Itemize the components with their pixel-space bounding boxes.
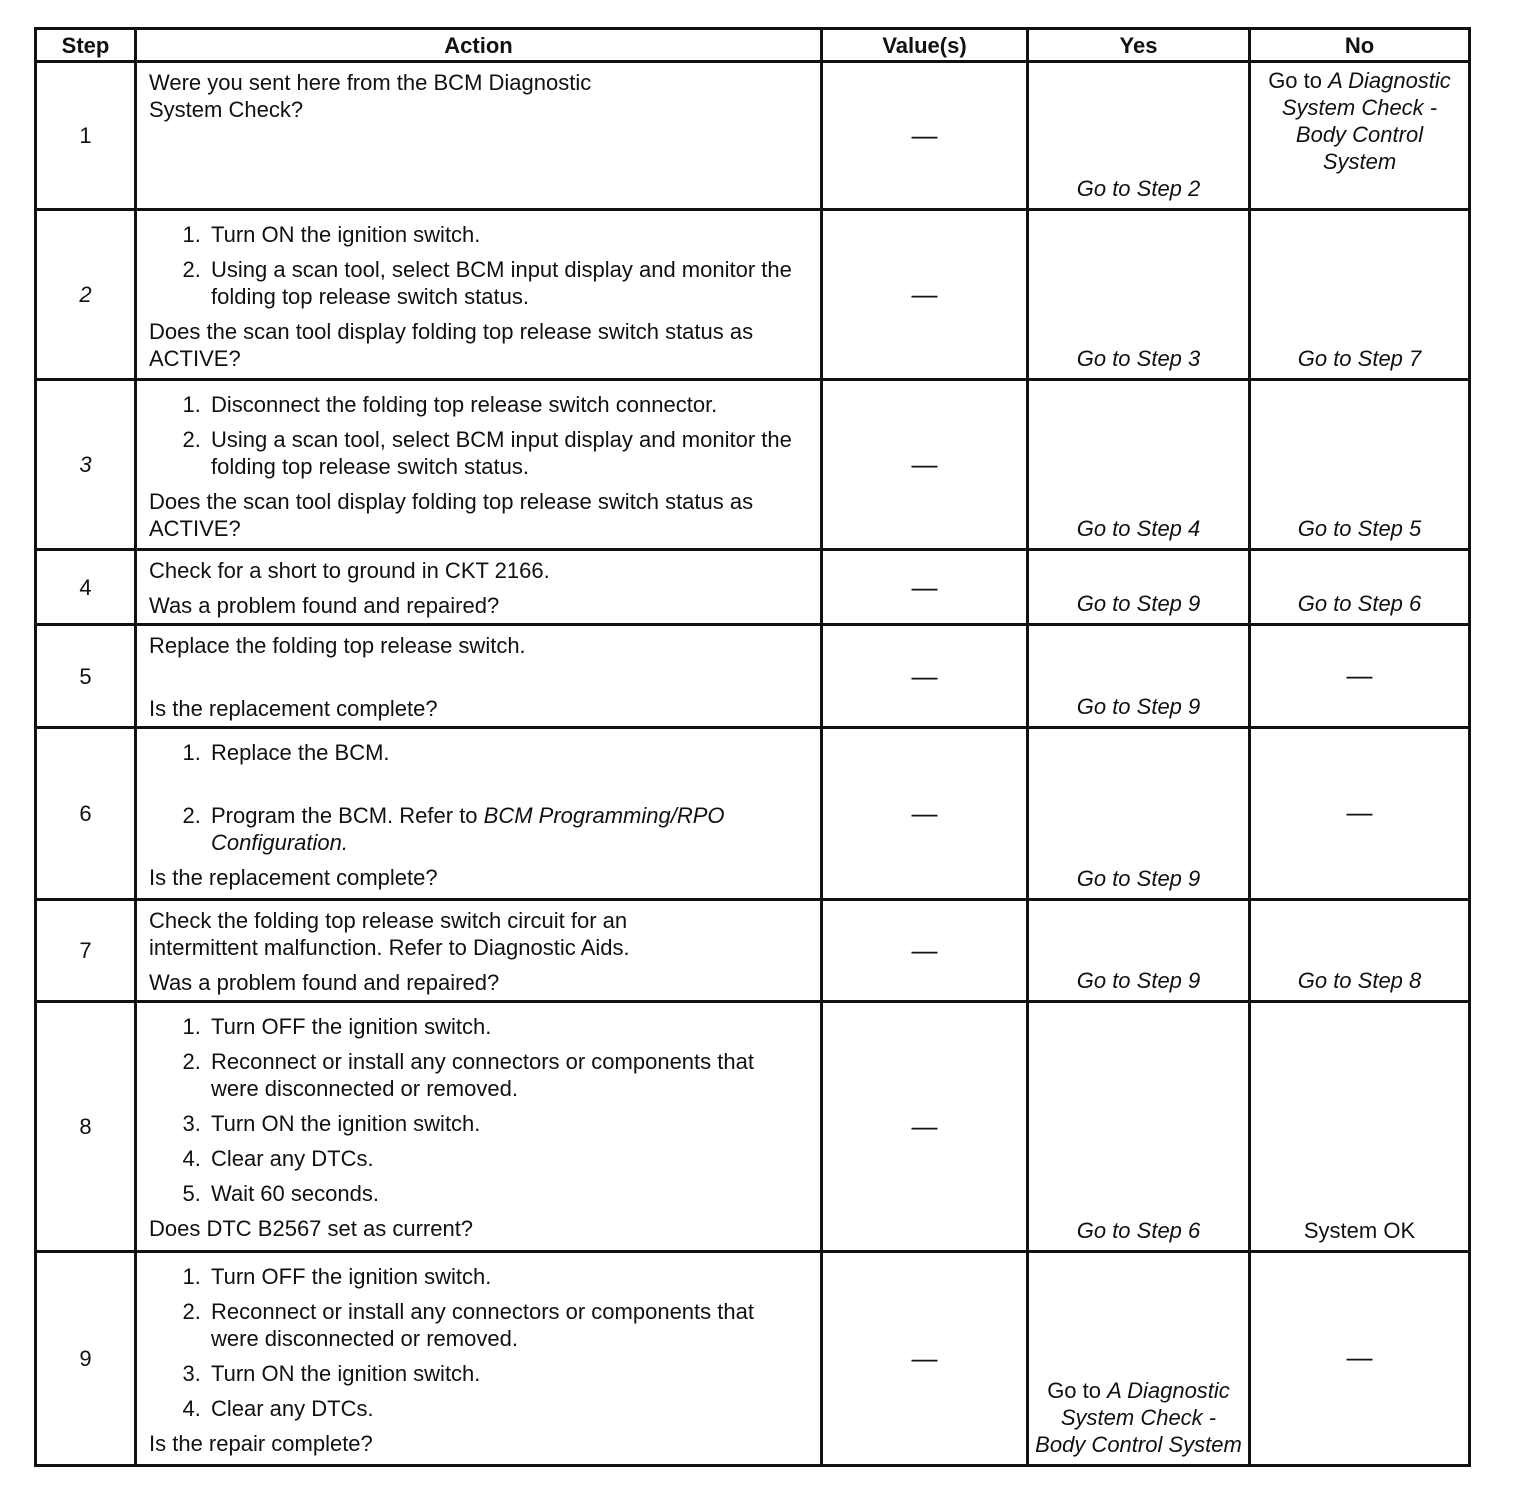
value-cell: — xyxy=(822,728,1028,900)
action-text: Check for a short to ground in CKT 2166. xyxy=(149,558,550,583)
yes-goto[interactable]: Go to Step 6 xyxy=(1076,1218,1201,1243)
action-cell xyxy=(136,1002,822,1252)
header-step: Step xyxy=(36,29,136,62)
yes-cell xyxy=(1028,1002,1250,1252)
action-list xyxy=(149,1013,810,1207)
table-row xyxy=(36,1252,1470,1466)
step-number: 3 xyxy=(36,380,136,550)
question-text: Is the replacement complete? xyxy=(149,865,438,890)
no-prefix: Go to xyxy=(1268,68,1322,93)
action-cell xyxy=(136,1252,822,1466)
no-cell: — xyxy=(1250,625,1470,728)
header-action: Action xyxy=(136,29,822,62)
yes-goto[interactable]: Go to Step 9 xyxy=(1076,968,1201,993)
yes-goto[interactable]: Go to Step 2 xyxy=(1076,176,1201,201)
table-row xyxy=(36,210,1470,380)
list-item: 1. Turn OFF the ignition switch. xyxy=(207,1013,810,1040)
list-item: 1. Turn OFF the ignition switch. xyxy=(207,1263,810,1290)
step-number: 4 xyxy=(36,550,136,625)
spacer xyxy=(149,667,810,695)
step-number: 5 xyxy=(36,625,136,728)
no-cell xyxy=(1250,1002,1470,1252)
step-number: 7 xyxy=(36,900,136,1002)
list-item: 2. Using a scan tool, select BCM input display and monitor the folding top release switch status. xyxy=(207,426,810,480)
list-item: 2. Using a scan tool, select BCM input display and monitor the folding top release switch status. xyxy=(207,256,810,310)
action-text: Check the folding top release switch circuit for an intermittent malfunction. Refer to Diagnostic Aids. xyxy=(149,908,630,960)
action-list xyxy=(149,391,810,480)
list-item: 3. Turn ON the ignition switch. xyxy=(207,1360,810,1387)
list-item: 1. Turn ON the ignition switch. xyxy=(207,221,810,248)
yes-goto[interactable]: Go to Step 3 xyxy=(1076,346,1201,371)
step-number: 2 xyxy=(36,210,136,380)
header-yes: Yes xyxy=(1028,29,1250,62)
step-number: 1 xyxy=(36,62,136,210)
yes-goto[interactable]: Go to Step 4 xyxy=(1076,516,1201,541)
table-row xyxy=(36,728,1470,900)
action-cell xyxy=(136,380,822,550)
action-text: Were you sent here from the BCM Diagnostic System Check? xyxy=(149,70,592,122)
value-cell: — xyxy=(822,550,1028,625)
list-item: 3. Turn ON the ignition switch. xyxy=(207,1110,810,1137)
yes-goto[interactable]: Go to Step 9 xyxy=(1076,866,1201,891)
header-values: Value(s) xyxy=(822,29,1028,62)
yes-goto[interactable]: Go to Step 9 xyxy=(1076,694,1201,719)
question-text: Does DTC B2567 set as current? xyxy=(149,1216,474,1241)
reference-link[interactable]: BCM Programming/RPO Configuration. xyxy=(211,803,725,855)
value-cell: — xyxy=(822,380,1028,550)
question-text: Does the scan tool display folding top release switch status as ACTIVE? xyxy=(149,489,754,541)
question-text: Was a problem found and repaired? xyxy=(149,970,500,995)
no-cell: — xyxy=(1250,728,1470,900)
question-text: Was a problem found and repaired? xyxy=(149,593,500,618)
action-list xyxy=(149,739,810,856)
no-result: System OK xyxy=(1303,1218,1416,1243)
list-item: 2. Reconnect or install any connectors or components that were disconnected or removed. xyxy=(207,1048,810,1102)
yes-cell xyxy=(1028,625,1250,728)
no-cell xyxy=(1250,62,1470,210)
value-cell: — xyxy=(822,900,1028,1002)
question-text: Does the scan tool display folding top release switch status as ACTIVE? xyxy=(149,319,754,371)
list-item-text: Program the BCM. Refer to xyxy=(211,803,478,828)
value-cell: — xyxy=(822,1252,1028,1466)
no-cell xyxy=(1250,380,1470,550)
list-item: 1. Disconnect the folding top release switch connector. xyxy=(207,391,810,418)
yes-cell xyxy=(1028,1252,1250,1466)
list-item: 1. Replace the BCM. xyxy=(207,739,810,766)
diagnostic-table xyxy=(34,27,1471,1467)
value-cell: — xyxy=(822,1002,1028,1252)
step-number: 8 xyxy=(36,1002,136,1252)
value-cell: — xyxy=(822,210,1028,380)
no-goto-link[interactable]: A Diagnostic System Check - Body Control System xyxy=(1281,68,1451,174)
table-row xyxy=(36,900,1470,1002)
table-row xyxy=(36,380,1470,550)
action-list xyxy=(149,221,810,310)
question-text: Is the replacement complete? xyxy=(149,696,438,721)
value-cell: — xyxy=(822,62,1028,210)
no-goto[interactable]: Go to Step 7 xyxy=(1297,346,1422,371)
action-cell xyxy=(136,728,822,900)
no-cell xyxy=(1250,210,1470,380)
list-item: 4. Clear any DTCs. xyxy=(207,1145,810,1172)
list-item: 5. Wait 60 seconds. xyxy=(207,1180,810,1207)
yes-goto-link[interactable]: A Diagnostic System Check - Body Control System xyxy=(1035,1378,1242,1457)
no-goto[interactable]: Go to Step 5 xyxy=(1297,516,1422,541)
list-item: 2. Reconnect or install any connectors or components that were disconnected or removed. xyxy=(207,1298,810,1352)
yes-cell xyxy=(1028,62,1250,210)
yes-cell xyxy=(1028,728,1250,900)
list-item xyxy=(207,802,810,856)
no-cell: — xyxy=(1250,1252,1470,1466)
action-cell xyxy=(136,900,822,1002)
action-text: Replace the folding top release switch. xyxy=(149,633,526,658)
action-cell xyxy=(136,550,822,625)
yes-cell xyxy=(1028,900,1250,1002)
yes-prefix: Go to xyxy=(1047,1378,1101,1403)
table-row xyxy=(36,1002,1470,1252)
table-row xyxy=(36,62,1470,210)
yes-cell xyxy=(1028,210,1250,380)
table-row xyxy=(36,625,1470,728)
no-goto[interactable]: Go to Step 8 xyxy=(1297,968,1422,993)
action-cell xyxy=(136,62,822,210)
step-number: 6 xyxy=(36,728,136,900)
step-number: 9 xyxy=(36,1252,136,1466)
list-item: 4. Clear any DTCs. xyxy=(207,1395,810,1422)
header-no: No xyxy=(1250,29,1470,62)
table-row xyxy=(36,550,1470,625)
action-list xyxy=(149,1263,810,1422)
no-goto[interactable]: Go to Step 6 xyxy=(1297,591,1422,616)
action-cell xyxy=(136,210,822,380)
no-cell xyxy=(1250,900,1470,1002)
yes-goto[interactable]: Go to Step 9 xyxy=(1076,591,1201,616)
value-cell: — xyxy=(822,625,1028,728)
yes-cell xyxy=(1028,550,1250,625)
yes-cell xyxy=(1028,380,1250,550)
question-text: Is the repair complete? xyxy=(149,1431,373,1456)
header-row xyxy=(36,29,1470,62)
action-cell xyxy=(136,625,822,728)
no-cell xyxy=(1250,550,1470,625)
